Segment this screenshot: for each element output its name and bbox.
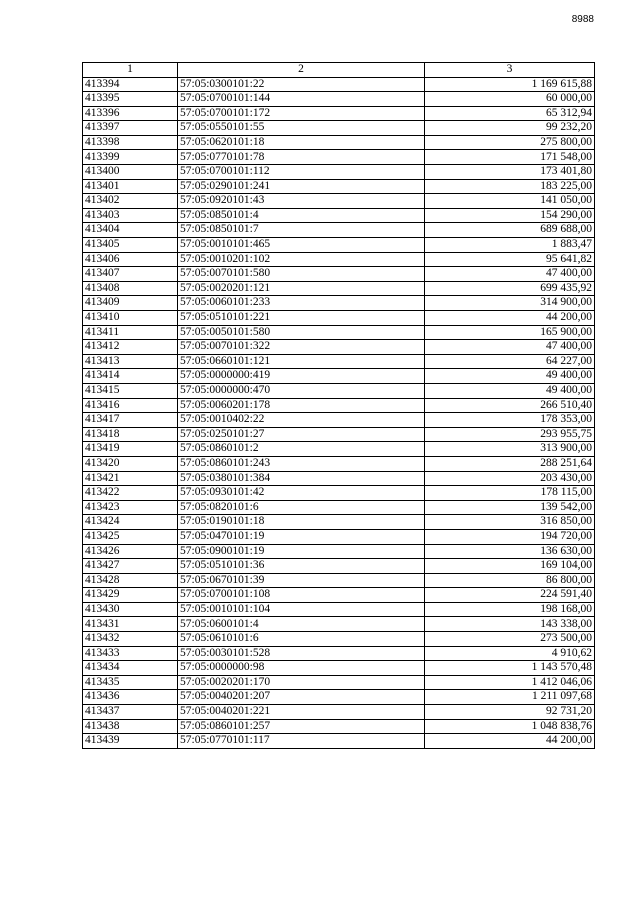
- cadastral-number-cell: 57:05:0850101:7: [178, 223, 425, 238]
- amount-cell: 47 400,00: [425, 340, 595, 355]
- table-row: [83, 675, 595, 690]
- column-header-3: 3: [425, 63, 595, 78]
- cadastral-number-cell: 57:05:0510101:36: [178, 559, 425, 574]
- cadastral-number-cell: 57:05:0250101:27: [178, 427, 425, 442]
- page-number: 8988: [571, 14, 594, 25]
- cadastral-number-cell: 57:05:0190101:18: [178, 515, 425, 530]
- row-number-cell: 413397: [83, 121, 178, 136]
- amount-cell: 64 227,00: [425, 354, 595, 369]
- table-row: [83, 632, 595, 647]
- cadastral-number-cell: 57:05:0860101:257: [178, 719, 425, 734]
- amount-cell: 165 900,00: [425, 325, 595, 340]
- table-row: [83, 267, 595, 282]
- amount-cell: 44 200,00: [425, 734, 595, 749]
- table-row: [83, 442, 595, 457]
- table-row: [83, 223, 595, 238]
- cadastral-number-cell: 57:05:0820101:6: [178, 500, 425, 515]
- table-row: [83, 208, 595, 223]
- row-number-cell: 413399: [83, 150, 178, 165]
- cadastral-number-cell: 57:05:0030101:528: [178, 646, 425, 661]
- cadastral-number-cell: 57:05:0300101:22: [178, 77, 425, 92]
- amount-cell: 47 400,00: [425, 267, 595, 282]
- row-number-cell: 413428: [83, 573, 178, 588]
- amount-cell: 49 400,00: [425, 383, 595, 398]
- cadastral-number-cell: 57:05:0900101:19: [178, 544, 425, 559]
- amount-cell: 86 800,00: [425, 573, 595, 588]
- amount-cell: 92 731,20: [425, 705, 595, 720]
- table-header: [83, 63, 595, 78]
- row-number-cell: 413410: [83, 311, 178, 326]
- table-row: [83, 413, 595, 428]
- amount-cell: 275 800,00: [425, 135, 595, 150]
- row-number-cell: 413427: [83, 559, 178, 574]
- amount-cell: 136 630,00: [425, 544, 595, 559]
- table-row: [83, 427, 595, 442]
- cadastral-number-cell: 57:05:0670101:39: [178, 573, 425, 588]
- row-number-cell: 413437: [83, 705, 178, 720]
- cadastral-number-cell: 57:05:0850101:4: [178, 208, 425, 223]
- table-row: [83, 92, 595, 107]
- amount-cell: 1 883,47: [425, 238, 595, 253]
- table-row: [83, 719, 595, 734]
- table-row: [83, 121, 595, 136]
- amount-cell: 313 900,00: [425, 442, 595, 457]
- amount-cell: 44 200,00: [425, 311, 595, 326]
- cadastral-number-cell: 57:05:0010402:22: [178, 413, 425, 428]
- table-row: [83, 588, 595, 603]
- row-number-cell: 413413: [83, 354, 178, 369]
- table-body: [83, 77, 595, 748]
- table-row: [83, 398, 595, 413]
- cadastral-number-cell: 57:05:0920101:43: [178, 194, 425, 209]
- row-number-cell: 413426: [83, 544, 178, 559]
- row-number-cell: 413402: [83, 194, 178, 209]
- amount-cell: 99 232,20: [425, 121, 595, 136]
- amount-cell: 316 850,00: [425, 515, 595, 530]
- amount-cell: 1 048 838,76: [425, 719, 595, 734]
- amount-cell: 49 400,00: [425, 369, 595, 384]
- amount-cell: 689 688,00: [425, 223, 595, 238]
- cadastral-number-cell: 57:05:0770101:117: [178, 734, 425, 749]
- amount-cell: 171 548,00: [425, 150, 595, 165]
- cadastral-number-cell: 57:05:0040201:207: [178, 690, 425, 705]
- table-row: [83, 369, 595, 384]
- amount-cell: 288 251,64: [425, 456, 595, 471]
- row-number-cell: 413407: [83, 267, 178, 282]
- cadastral-number-cell: 57:05:0700101:172: [178, 106, 425, 121]
- row-number-cell: 413425: [83, 529, 178, 544]
- row-number-cell: 413403: [83, 208, 178, 223]
- table-row: [83, 529, 595, 544]
- row-number-cell: 413430: [83, 602, 178, 617]
- table-row: [83, 734, 595, 749]
- cadastral-number-cell: 57:05:0010101:465: [178, 238, 425, 253]
- table-row: [83, 77, 595, 92]
- table-row: [83, 252, 595, 267]
- row-number-cell: 413421: [83, 471, 178, 486]
- table-row: [83, 135, 595, 150]
- cadastral-number-cell: 57:05:0700101:144: [178, 92, 425, 107]
- row-number-cell: 413436: [83, 690, 178, 705]
- table-row: [83, 281, 595, 296]
- table-row: [83, 354, 595, 369]
- row-number-cell: 413429: [83, 588, 178, 603]
- row-number-cell: 413433: [83, 646, 178, 661]
- row-number-cell: 413395: [83, 92, 178, 107]
- cadastral-number-cell: 57:05:0860101:2: [178, 442, 425, 457]
- amount-cell: 273 500,00: [425, 632, 595, 647]
- table-row: [83, 515, 595, 530]
- cadastral-number-cell: 57:05:0660101:121: [178, 354, 425, 369]
- row-number-cell: 413419: [83, 442, 178, 457]
- cadastral-number-cell: 57:05:0060101:233: [178, 296, 425, 311]
- amount-cell: 314 900,00: [425, 296, 595, 311]
- row-number-cell: 413417: [83, 413, 178, 428]
- amount-cell: 178 115,00: [425, 486, 595, 501]
- table-row: [83, 311, 595, 326]
- amount-cell: 60 000,00: [425, 92, 595, 107]
- cadastral-number-cell: 57:05:0000000:419: [178, 369, 425, 384]
- cadastral-number-cell: 57:05:0070101:322: [178, 340, 425, 355]
- cadastral-number-cell: 57:05:0600101:4: [178, 617, 425, 632]
- row-number-cell: 413398: [83, 135, 178, 150]
- row-number-cell: 413416: [83, 398, 178, 413]
- amount-cell: 699 435,92: [425, 281, 595, 296]
- header-row: [83, 63, 595, 78]
- table-row: [83, 544, 595, 559]
- cadastral-number-cell: 57:05:0620101:18: [178, 135, 425, 150]
- amount-cell: 203 430,00: [425, 471, 595, 486]
- row-number-cell: 413408: [83, 281, 178, 296]
- table-row: [83, 456, 595, 471]
- table-row: [83, 573, 595, 588]
- row-number-cell: 413409: [83, 296, 178, 311]
- row-number-cell: 413414: [83, 369, 178, 384]
- amount-cell: 224 591,40: [425, 588, 595, 603]
- amount-cell: 169 104,00: [425, 559, 595, 574]
- amount-cell: 266 510,40: [425, 398, 595, 413]
- table-row: [83, 296, 595, 311]
- table-row: [83, 194, 595, 209]
- table-row: [83, 179, 595, 194]
- table-row: [83, 340, 595, 355]
- row-number-cell: 413422: [83, 486, 178, 501]
- row-number-cell: 413412: [83, 340, 178, 355]
- cadastral-number-cell: 57:05:0550101:55: [178, 121, 425, 136]
- row-number-cell: 413423: [83, 500, 178, 515]
- table-row: [83, 165, 595, 180]
- table-row: [83, 325, 595, 340]
- cadastral-number-cell: 57:05:0000000:98: [178, 661, 425, 676]
- amount-cell: 95 641,82: [425, 252, 595, 267]
- table-row: [83, 383, 595, 398]
- amount-cell: 173 401,80: [425, 165, 595, 180]
- amount-cell: 1 143 570,48: [425, 661, 595, 676]
- table-row: [83, 705, 595, 720]
- table-row: [83, 106, 595, 121]
- row-number-cell: 413424: [83, 515, 178, 530]
- row-number-cell: 413434: [83, 661, 178, 676]
- amount-cell: 183 225,00: [425, 179, 595, 194]
- row-number-cell: 413406: [83, 252, 178, 267]
- amount-cell: 141 050,00: [425, 194, 595, 209]
- cadastral-number-cell: 57:05:0510101:221: [178, 311, 425, 326]
- table-row: [83, 238, 595, 253]
- row-number-cell: 413411: [83, 325, 178, 340]
- cadastral-number-cell: 57:05:0700101:112: [178, 165, 425, 180]
- cadastral-number-cell: 57:05:0020201:121: [178, 281, 425, 296]
- cadastral-number-cell: 57:05:0050101:580: [178, 325, 425, 340]
- table-row: [83, 486, 595, 501]
- table-row: [83, 471, 595, 486]
- table-row: [83, 646, 595, 661]
- table-row: [83, 617, 595, 632]
- column-header-2: 2: [178, 63, 425, 78]
- cadastral-number-cell: 57:05:0010101:104: [178, 602, 425, 617]
- row-number-cell: 413438: [83, 719, 178, 734]
- row-number-cell: 413404: [83, 223, 178, 238]
- row-number-cell: 413435: [83, 675, 178, 690]
- table-row: [83, 661, 595, 676]
- amount-cell: 154 290,00: [425, 208, 595, 223]
- cadastral-number-cell: 57:05:0010201:102: [178, 252, 425, 267]
- cadastral-number-cell: 57:05:0610101:6: [178, 632, 425, 647]
- column-header-1: 1: [83, 63, 178, 78]
- amount-cell: 178 353,00: [425, 413, 595, 428]
- amount-cell: 1 169 615,88: [425, 77, 595, 92]
- row-number-cell: 413432: [83, 632, 178, 647]
- registry-table: [82, 62, 595, 749]
- cadastral-number-cell: 57:05:0290101:241: [178, 179, 425, 194]
- table-row: [83, 690, 595, 705]
- cadastral-number-cell: 57:05:0860101:243: [178, 456, 425, 471]
- cadastral-number-cell: 57:05:0470101:19: [178, 529, 425, 544]
- amount-cell: 1 211 097,68: [425, 690, 595, 705]
- row-number-cell: 413396: [83, 106, 178, 121]
- amount-cell: 194 720,00: [425, 529, 595, 544]
- row-number-cell: 413439: [83, 734, 178, 749]
- row-number-cell: 413420: [83, 456, 178, 471]
- cadastral-number-cell: 57:05:0070101:580: [178, 267, 425, 282]
- cadastral-number-cell: 57:05:0020201:170: [178, 675, 425, 690]
- table-row: [83, 500, 595, 515]
- cadastral-number-cell: 57:05:0930101:42: [178, 486, 425, 501]
- cadastral-number-cell: 57:05:0770101:78: [178, 150, 425, 165]
- table-row: [83, 559, 595, 574]
- amount-cell: 139 542,00: [425, 500, 595, 515]
- amount-cell: 143 338,00: [425, 617, 595, 632]
- row-number-cell: 413405: [83, 238, 178, 253]
- cadastral-number-cell: 57:05:0700101:108: [178, 588, 425, 603]
- amount-cell: 1 412 046,06: [425, 675, 595, 690]
- row-number-cell: 413418: [83, 427, 178, 442]
- amount-cell: 65 312,94: [425, 106, 595, 121]
- table-row: [83, 602, 595, 617]
- row-number-cell: 413401: [83, 179, 178, 194]
- row-number-cell: 413400: [83, 165, 178, 180]
- amount-cell: 198 168,00: [425, 602, 595, 617]
- row-number-cell: 413394: [83, 77, 178, 92]
- row-number-cell: 413431: [83, 617, 178, 632]
- cadastral-number-cell: 57:05:0040201:221: [178, 705, 425, 720]
- cadastral-number-cell: 57:05:0000000:470: [178, 383, 425, 398]
- table-row: [83, 150, 595, 165]
- row-number-cell: 413415: [83, 383, 178, 398]
- amount-cell: 293 955,75: [425, 427, 595, 442]
- amount-cell: 4 910,62: [425, 646, 595, 661]
- cadastral-number-cell: 57:05:0380101:384: [178, 471, 425, 486]
- cadastral-number-cell: 57:05:0060201:178: [178, 398, 425, 413]
